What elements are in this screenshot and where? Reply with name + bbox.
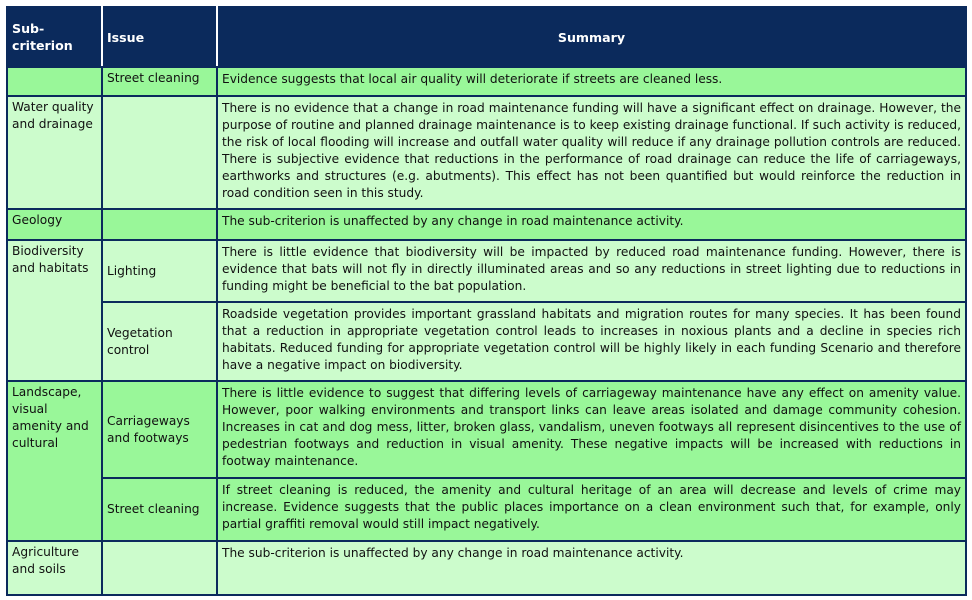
table-row [7,67,966,96]
sub-criterion-cell: Geology [7,209,102,240]
table-row [7,478,966,541]
summary-cell: There is little evidence that biodiversity will be impacted by reduced road maintenance funding. However, there is evidence that bats will not fly in directly illuminated areas and so any reductions in street lighting due to reductions in funding might be beneficial to the bat population. [217,240,966,302]
impact-summary-table [6,6,967,596]
issue-cell [102,96,217,209]
sub-criterion-cell: Landscape, visual amenity and cultural [7,381,102,541]
summary-cell: There is no evidence that a change in road maintenance funding will have a significant effect on drainage. However, the purpose of routine and planned drainage maintenance is to keep existing drainage functional. If such activity is reduced, the risk of local flooding will increase and outfall water quality will reduce if any drainage pollution controls are reduced. There is subjective evidence that reductions in the performance of road drainage can reduce the life of carriageways, earthworks and structures (e.g. abutments). This effect has not been quantified but would reinforce the reduction in road condition seen in this study. [217,96,966,209]
summary-cell: The sub-criterion is unaffected by any change in road maintenance activity. [217,541,966,595]
header-sub-criterion: Sub-criterion [7,7,102,67]
sub-criterion-cell [7,67,102,96]
issue-cell: Carriageways and footways [102,381,217,478]
header-issue: Issue [102,7,217,67]
table-row [7,302,966,381]
issue-cell: Lighting [102,240,217,302]
sub-criterion-cell: Biodiversity and habitats [7,240,102,381]
table-row [7,541,966,595]
summary-cell: Evidence suggests that local air quality will deteriorate if streets are cleaned less. [217,67,966,96]
sub-criterion-cell: Water quality and drainage [7,96,102,209]
issue-cell: Street cleaning [102,67,217,96]
summary-cell: Roadside vegetation provides important grassland habitats and migration routes for many species. It has been found that a reduction in appropriate vegetation control leads to increases in noxious plants and a decline in species rich habitats. Reduced funding for appropriate vegetation control will be highly likely in each funding Scenario and therefore have a negative impact on biodiversity. [217,302,966,381]
issue-cell [102,541,217,595]
sub-criterion-cell: Agriculture and soils [7,541,102,595]
table-row [7,240,966,302]
header-row [7,7,966,67]
summary-cell: There is little evidence to suggest that differing levels of carriageway maintenance have any effect on amenity value. However, poor walking environments and transport links can leave areas isolated and damage community cohesion. Increases in cat and dog mess, litter, broken glass, vandalism, uneven footways all represent disincentives to the use of pedestrian footways and reduction in visual amenity. These negative impacts will be increased with reductions in footway maintenance. [217,381,966,478]
issue-cell [102,209,217,240]
table-row [7,381,966,478]
issue-cell: Street cleaning [102,478,217,541]
table-row [7,96,966,209]
summary-cell: The sub-criterion is unaffected by any change in road maintenance activity. [217,209,966,240]
issue-cell: Vegetation control [102,302,217,381]
summary-cell: If street cleaning is reduced, the amenity and cultural heritage of an area will decrease and levels of crime may increase. Evidence suggests that the public places importance on a clean environment such that, for example, only partial graffiti removal would still impact negatively. [217,478,966,541]
header-summary: Summary [217,7,966,67]
table-row [7,209,966,240]
